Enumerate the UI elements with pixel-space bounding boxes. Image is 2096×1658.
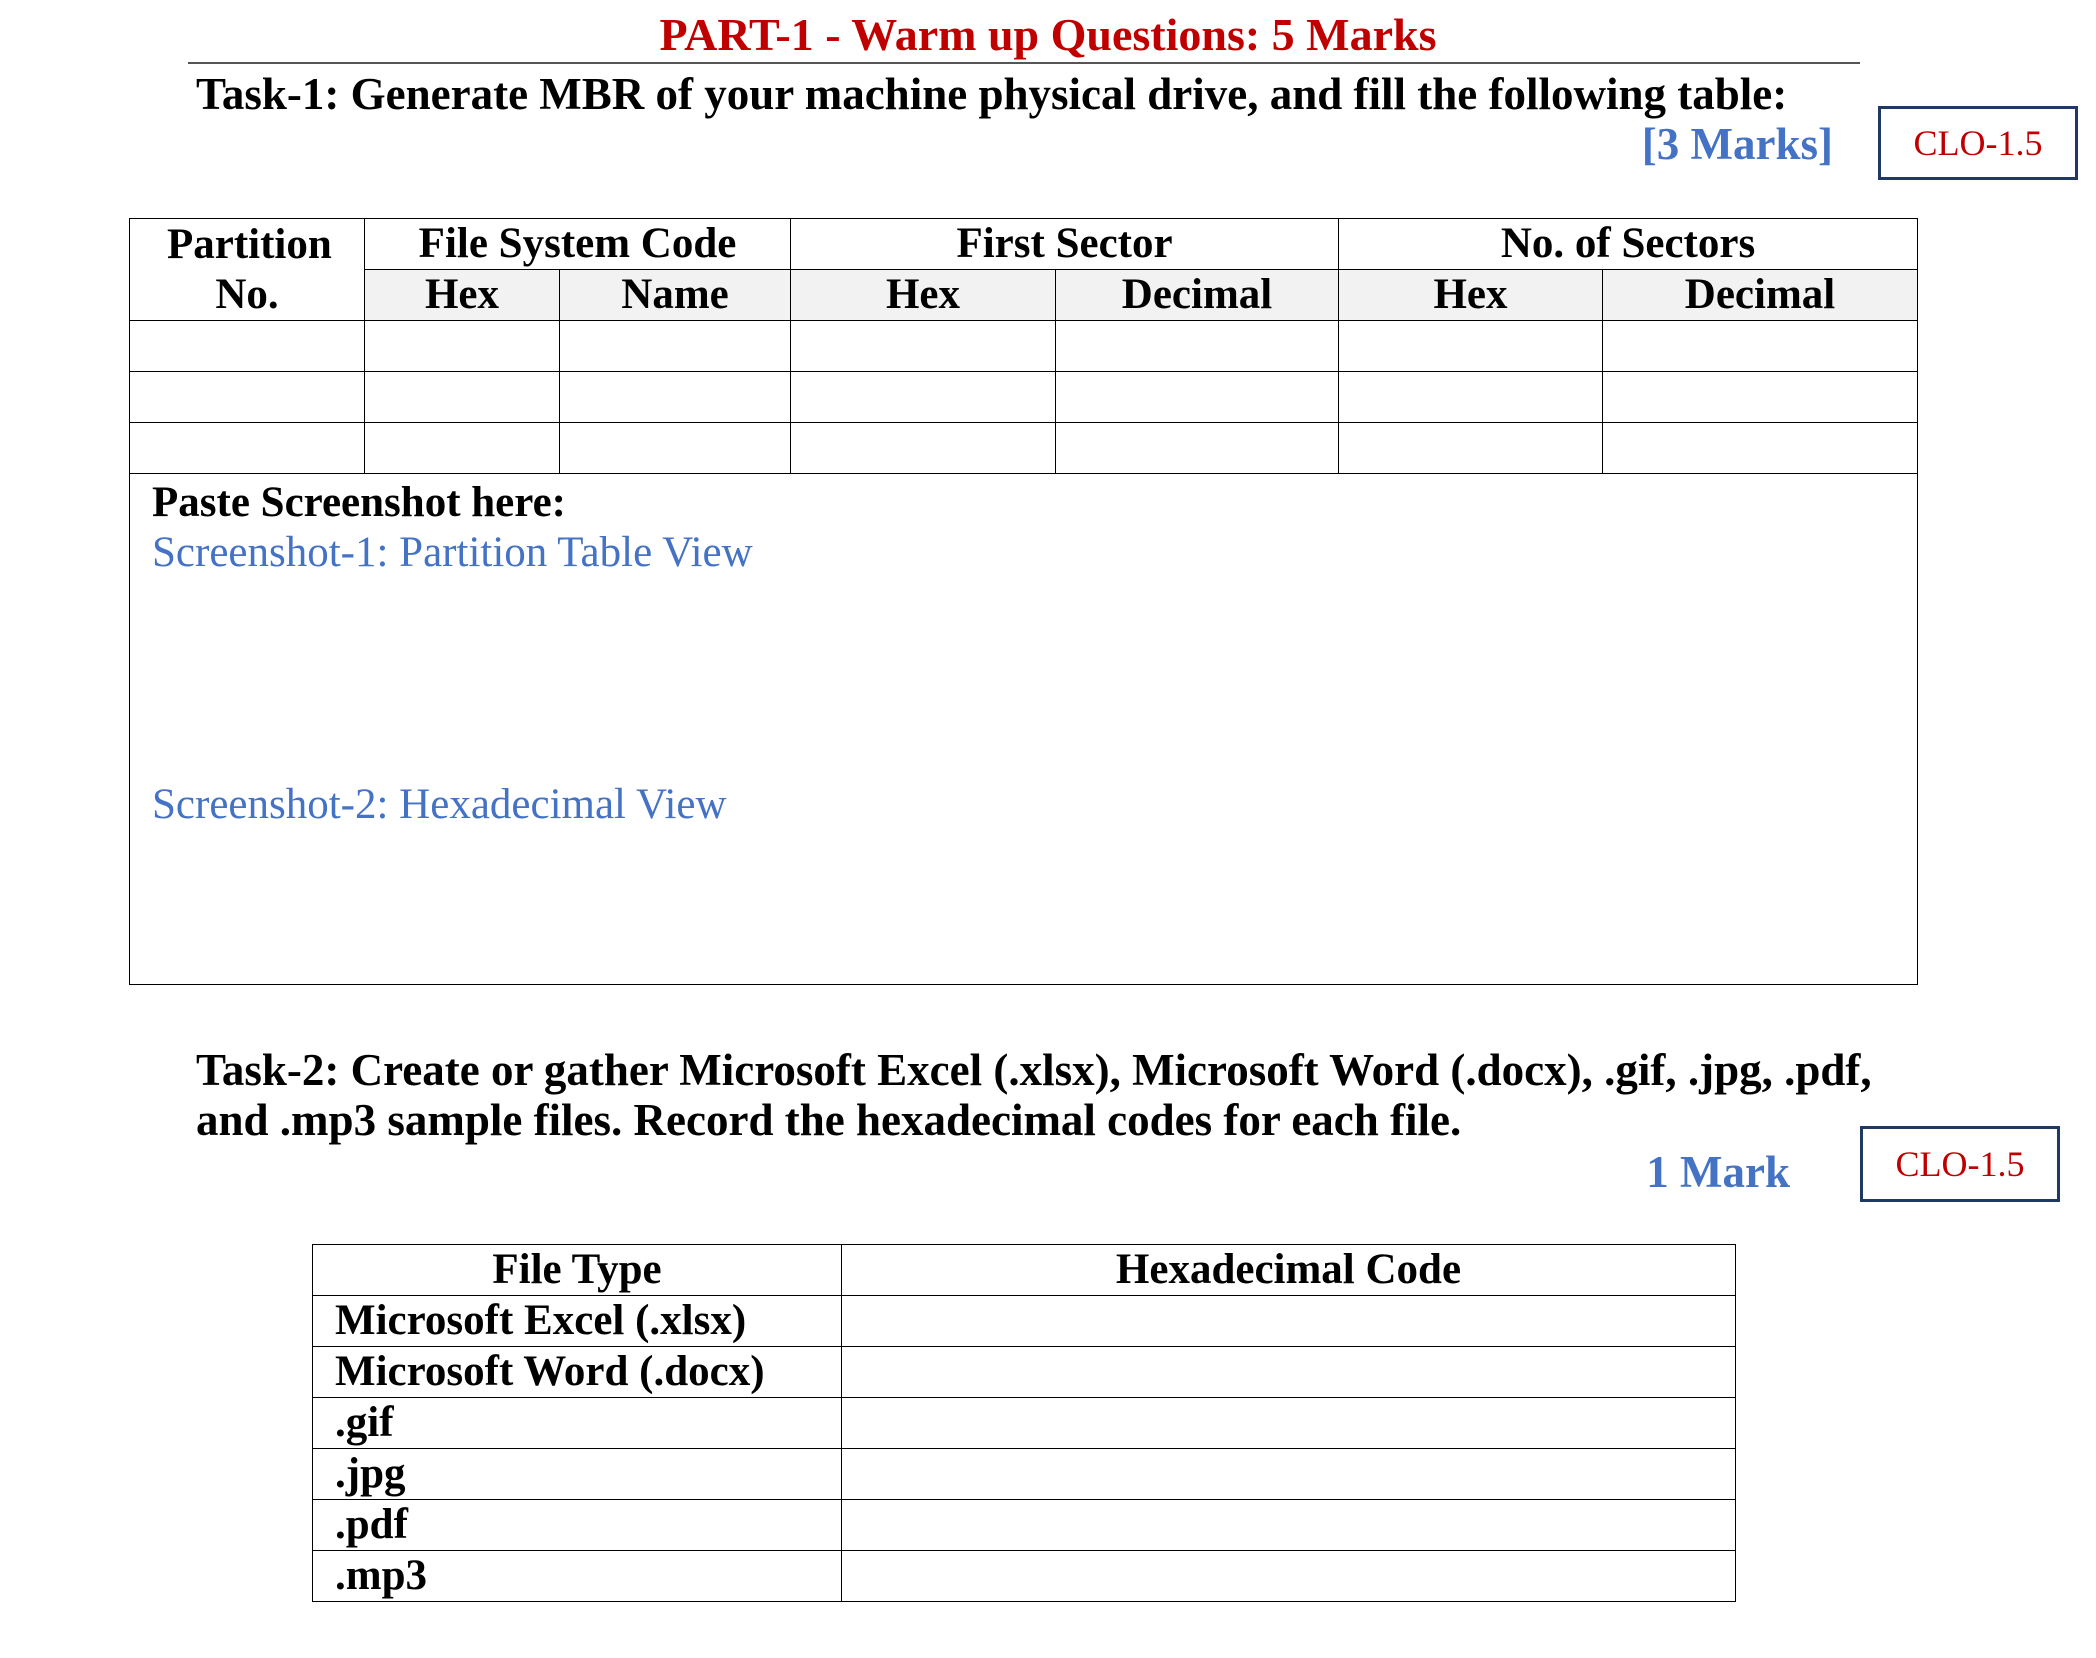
table-cell[interactable] (1603, 372, 1918, 423)
task1-heading: Task-1: Generate MBR of your machine physical drive, and fill the following table: (196, 69, 1788, 119)
screenshot-2-label: Screenshot-2: Hexadecimal View (152, 781, 727, 828)
first-sector-hex-header: Hex (791, 270, 1056, 321)
file-type-cell: .gif (313, 1398, 842, 1449)
task2-heading-line1: Task-2: Create or gather Microsoft Excel (.xlsx), Microsoft Word (.docx), .gif, .jpg, .pdf, (196, 1045, 1872, 1095)
table-cell[interactable] (1339, 372, 1603, 423)
table-row (313, 1347, 1736, 1398)
hex-code-cell[interactable] (842, 1449, 1736, 1500)
fs-hex-header: Hex (365, 270, 560, 321)
hex-code-cell[interactable] (842, 1296, 1736, 1347)
mbr-partition-table (129, 218, 1918, 985)
table-cell[interactable] (560, 372, 791, 423)
hex-code-cell[interactable] (842, 1551, 1736, 1602)
table-cell[interactable] (130, 423, 365, 474)
table-cell[interactable] (1603, 321, 1918, 372)
file-type-cell: Microsoft Excel (.xlsx) (313, 1296, 842, 1347)
no-of-sectors-header: No. of Sectors (1339, 219, 1918, 270)
task2-marks: 1 Mark (1646, 1147, 1790, 1197)
file-type-cell: .jpg (313, 1449, 842, 1500)
file-type-cell: Microsoft Word (.docx) (313, 1347, 842, 1398)
file-type-cell: .pdf (313, 1500, 842, 1551)
hex-code-cell[interactable] (842, 1398, 1736, 1449)
table-cell[interactable] (130, 372, 365, 423)
first-sector-header: First Sector (791, 219, 1339, 270)
screenshot-paste-area[interactable] (130, 474, 1918, 985)
table-cell[interactable] (1056, 423, 1339, 474)
sectors-decimal-header: Decimal (1603, 270, 1918, 321)
partition-no-label: Partition No. (167, 220, 332, 318)
sectors-hex-header: Hex (1339, 270, 1603, 321)
table-cell[interactable] (1339, 321, 1603, 372)
table-row (313, 1296, 1736, 1347)
task2-heading-line2: and .mp3 sample files. Record the hexadecimal codes for each file. (196, 1095, 1462, 1145)
table-cell[interactable] (1603, 423, 1918, 474)
file-system-code-header: File System Code (365, 219, 791, 270)
table-cell[interactable] (1056, 372, 1339, 423)
table-cell[interactable] (1339, 423, 1603, 474)
table-row (313, 1398, 1736, 1449)
partition-no-header (130, 219, 365, 321)
table-row (130, 423, 1918, 474)
table-cell[interactable] (560, 423, 791, 474)
table-row (313, 1551, 1736, 1602)
file-type-cell: .mp3 (313, 1551, 842, 1602)
table-cell[interactable] (791, 372, 1056, 423)
table-cell[interactable] (130, 321, 365, 372)
file-type-header: File Type (313, 1245, 842, 1296)
table-cell[interactable] (365, 372, 560, 423)
title-divider (188, 62, 1860, 64)
table-row (313, 1449, 1736, 1500)
fs-name-header: Name (560, 270, 791, 321)
task1-clo-badge: CLO-1.5 (1878, 106, 2078, 180)
hex-code-cell[interactable] (842, 1500, 1736, 1551)
table-cell[interactable] (791, 321, 1056, 372)
table-cell[interactable] (365, 423, 560, 474)
table-row (130, 321, 1918, 372)
table-cell[interactable] (1056, 321, 1339, 372)
table-cell[interactable] (791, 423, 1056, 474)
task2-clo-badge: CLO-1.5 (1860, 1126, 2060, 1202)
paste-screenshot-label: Paste Screenshot here: (152, 479, 566, 526)
part-title: PART-1 - Warm up Questions: 5 Marks (659, 9, 1437, 60)
first-sector-decimal-header: Decimal (1056, 270, 1339, 321)
screenshot-1-label: Screenshot-1: Partition Table View (152, 529, 753, 576)
hex-code-header: Hexadecimal Code (842, 1245, 1736, 1296)
hex-code-cell[interactable] (842, 1347, 1736, 1398)
table-row (130, 372, 1918, 423)
table-row (313, 1500, 1736, 1551)
table-cell[interactable] (560, 321, 791, 372)
file-signature-table (312, 1244, 1736, 1602)
task1-marks: [3 Marks] (1641, 119, 1833, 169)
table-cell[interactable] (365, 321, 560, 372)
